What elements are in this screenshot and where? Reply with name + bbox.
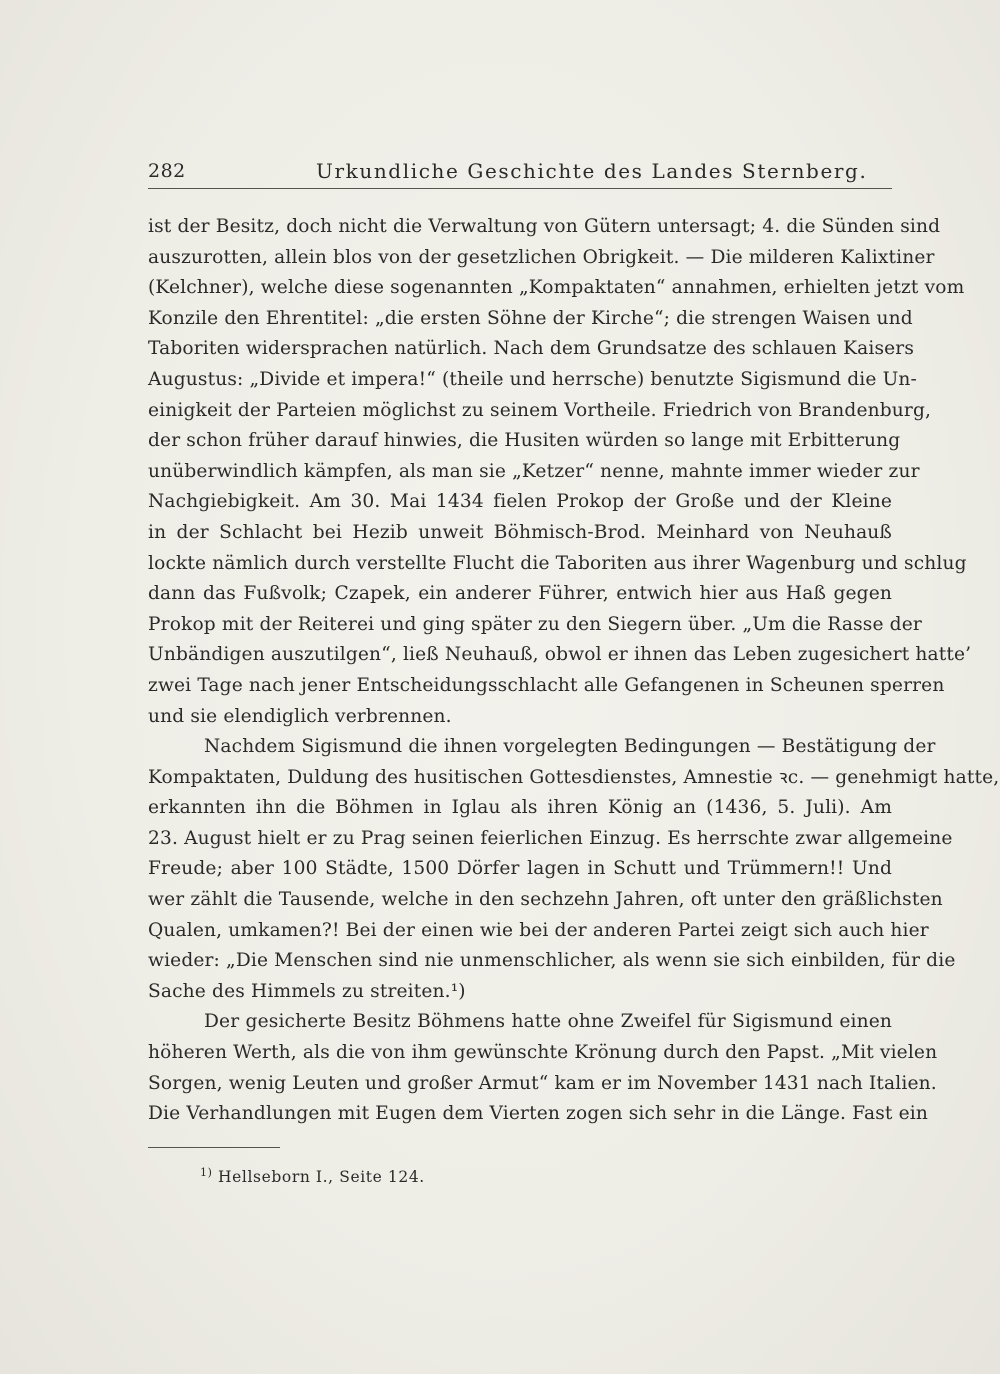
text-line: der schon früher darauf hinwies, die Husiten würden so lange mit Erbitterung — [148, 430, 901, 452]
text-line: dann das Fußvolk; Czapek, ein anderer Führer, entwich hier aus Haß gegen — [148, 583, 892, 605]
text-line: erkannten ihn die Böhmen in Iglau als ihren König an (1436, 5. Juli). Am — [148, 797, 892, 819]
text-line: Freude; aber 100 Städte, 1500 Dörfer lagen in Schutt und Trümmern!! Und — [148, 858, 892, 880]
footnote-text: Hellseborn I., Seite 124. — [218, 1168, 425, 1187]
body-text — [148, 212, 1000, 1130]
running-title: Urkundliche Geschichte des Landes Sternberg. — [316, 159, 868, 183]
text-line: wer zählt die Tausende, welche in den sechzehn Jahren, oft unter den gräßlichsten — [148, 889, 943, 911]
footnote-divider — [148, 1147, 280, 1148]
text-line: ist der Besitz, doch nicht die Verwaltung von Gütern untersagt; 4. die Sünden sind — [148, 216, 941, 237]
text-line: einigkeit der Parteien möglichst zu seinem Vortheile. Friedrich von Brandenburg, — [148, 399, 932, 421]
text-line: Taboriten widersprachen natürlich. Nach dem Grundsatze des schlauen Kaisers — [148, 338, 915, 360]
text-line: zwei Tage nach jener Entscheidungsschlacht alle Gefangenen in Scheunen sperren — [148, 674, 945, 696]
text-line: Der gesicherte Besitz Böhmens hatte ohne Zweifel für Sigismund einen — [204, 1011, 892, 1033]
text-line: und sie elendiglich verbrennen. — [148, 705, 452, 727]
text-line: Prokop mit der Reiterei und ging später zu den Siegern über. „Um die Rasse der — [148, 613, 922, 635]
text-line: Sorgen, wenig Leuten und großer Armut“ kam er im November 1431 nach Italien. — [148, 1072, 937, 1094]
text-line: 23. August hielt er zu Prag seinen feierlichen Einzug. Es herrschte zwar allgemeine — [148, 827, 953, 849]
text-line: Konzile den Ehrentitel: „die ersten Söhne der Kirche“; die strengen Waisen und — [148, 307, 913, 329]
text-line: wieder: „Die Menschen sind nie unmenschlicher, als wenn sie sich einbilden, für die — [148, 950, 956, 972]
footnote — [200, 1166, 425, 1186]
footnote-marker: 1) — [200, 1166, 213, 1179]
page-header — [148, 158, 892, 189]
text-line: (Kelchner), welche diese sogenannten „Kompaktaten“ annahmen, erhielten jetzt vom — [148, 277, 965, 299]
text-line: in der Schlacht bei Hezib unweit Böhmisch-Brod. Meinhard von Neuhauß — [148, 521, 892, 543]
text-line: Nachdem Sigismund die ihnen vorgelegten Bedingungen — Bestätigung der — [204, 736, 936, 758]
text-line: Nachgiebigkeit. Am 30. Mai 1434 fielen Prokop der Große und der Kleine — [148, 491, 892, 513]
text-line: Unbändigen auszutilgen“, ließ Neuhauß, obwol er ihnen das Leben zugesichert hatte’ — [148, 644, 972, 666]
text-line: unüberwindlich kämpfen, als man sie „Ketzer“ nenne, mahnte immer wieder zur — [148, 460, 920, 482]
text-line: lockte nämlich durch verstellte Flucht die Taboriten aus ihrer Wagenburg und schlug — [148, 552, 967, 574]
text-line: höheren Werth, als die von ihm gewünschte Krönung durch den Papst. „Mit vielen — [148, 1042, 938, 1064]
text-line: Augustus: „Divide et impera!“ (theile und herrsche) benutzte Sigismund die Un- — [148, 368, 917, 390]
text-line: auszurotten, allein blos von der gesetzlichen Obrigkeit. — Die milderen Kalixtiner — [148, 246, 935, 268]
text-line: Qualen, umkamen?! Bei der einen wie bei der anderen Partei zeigt sich auch hier — [148, 919, 929, 941]
text-line: Kompaktaten, Duldung des husitischen Gottesdienstes, Amnestie ꝛc. — genehmigt hatte, — [148, 766, 1000, 788]
text-line: Sache des Himmels zu streiten.¹) — [148, 980, 466, 1002]
text-line: Die Verhandlungen mit Eugen dem Vierten zogen sich sehr in die Länge. Fast ein — [148, 1103, 928, 1125]
page-number: 282 — [148, 160, 186, 182]
